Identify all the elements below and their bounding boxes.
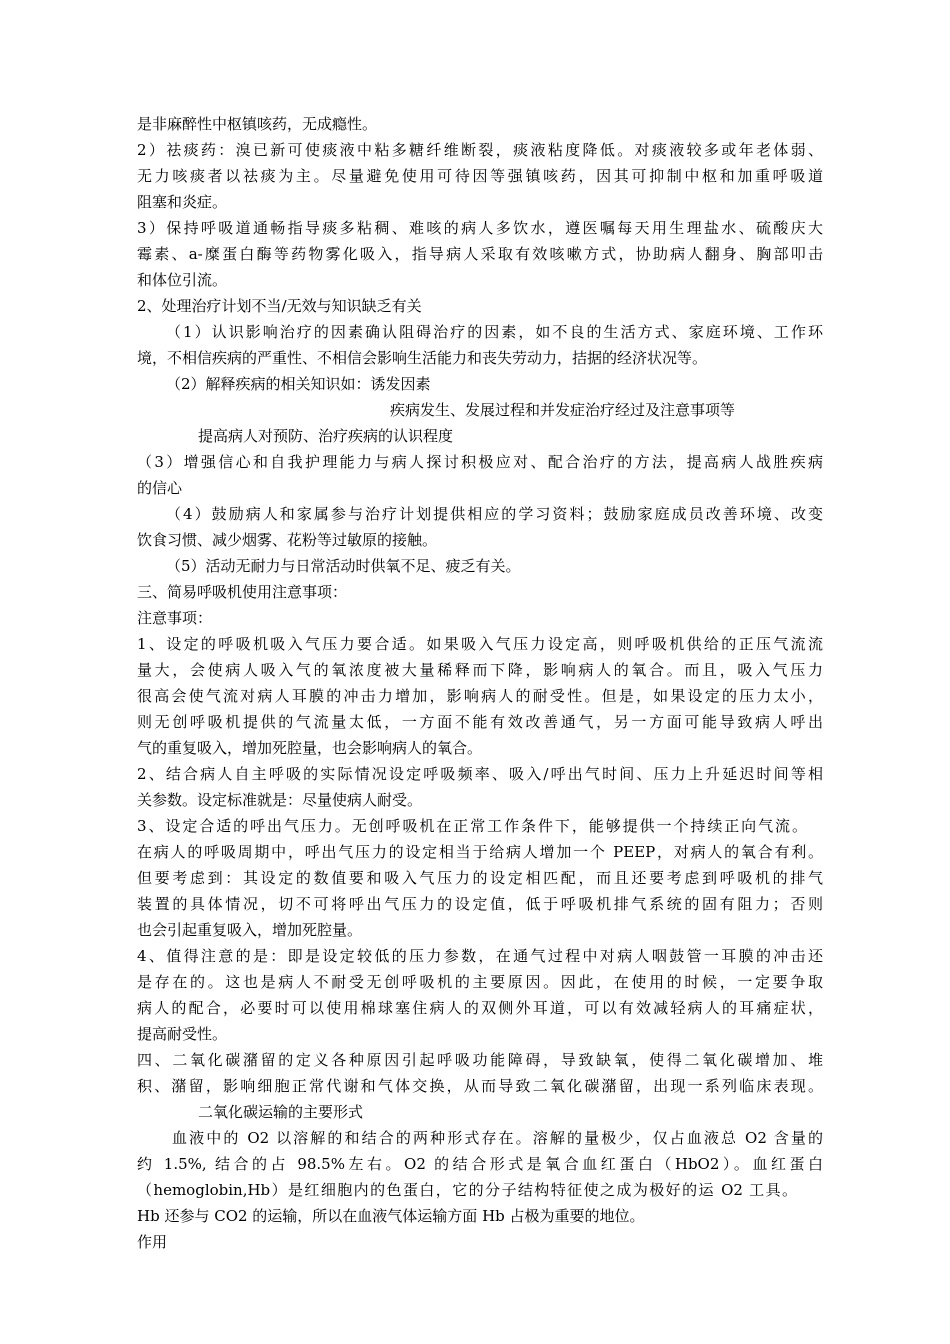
text-line: 和体位引流。 — [137, 271, 228, 289]
text-line: 但要考虑到：其设定的数值要和吸入气压力的设定相匹配，而且还要考虑到呼吸机的排气 — [137, 869, 823, 887]
text-line: 提高病人对预防、治疗疾病的认识程度 — [198, 427, 454, 445]
text-line: 无力咳痰者以祛痰为主。尽量避免使用可待因等强镇咳药，因其可抑制中枢和加重呼吸道 — [137, 167, 823, 185]
subheading: 二氧化碳运输的主要形式 — [198, 1103, 364, 1121]
text-line: （1）认识影响治疗的因素确认阻碍治疗的因素，如不良的生活方式、家庭环境、工作环 — [166, 323, 823, 341]
text-line: 约 1.5%, 结合的占 98.5%左右。O2 的结合形式是氧合血红蛋白（HbO2）。血红蛋白 — [137, 1155, 823, 1173]
text-line: 饮食习惯、减少烟雾、花粉等过敏原的接触。 — [137, 531, 438, 549]
text-line: 积、潴留，影响细胞正常代谢和气体交换，从而导致二氧化碳潴留，出现一系列临床表现。 — [137, 1077, 823, 1095]
text-line: 1、设定的呼吸机吸入气压力要合适。如果吸入气压力设定高，则呼吸机供给的正压气流流 — [137, 635, 823, 653]
text-line: （hemoglobin,Hb）是红细胞内的色蛋白，它的分子结构特征使之成为极好的运 O2 工具。 — [137, 1181, 797, 1199]
text-line: 注意事项： — [137, 609, 213, 627]
text-line: 是存在的。这也是病人不耐受无创呼吸机的主要原因。因此，在使用的时候，一定要争取 — [137, 973, 823, 991]
text-line: 境，不相信疾病的严重性、不相信会影响生活能力和丧失劳动力，拮据的经济状况等。 — [137, 349, 708, 367]
text-line: 霉素、a-糜蛋白酶等药物雾化吸入，指导病人采取有效咳嗽方式，协助病人翻身、胸部叩击 — [137, 245, 823, 263]
text-line: 血液中的 O2 以溶解的和结合的两种形式存在。溶解的量极少，仅占血液总 O2 含量的 — [172, 1129, 823, 1147]
text-line: 3）保持呼吸道通畅指导痰多粘稠、难咳的病人多饮水，遵医嘱每天用生理盐水、硫酸庆大 — [137, 219, 823, 237]
text-line: 4、值得注意的是：即是设定较低的压力参数，在通气过程中对病人咽鼓管一耳膜的冲击还 — [137, 947, 823, 965]
text-line: （3）增强信心和自我护理能力与病人探讨积极应对、配合治疗的方法，提高病人战胜疾病 — [137, 453, 823, 471]
text-line: 气的重复吸入，增加死腔量，也会影响病人的氧合。 — [137, 739, 483, 757]
text-line: 作用 — [137, 1233, 168, 1251]
text-line: 装置的具体情况，切不可将呼出气压力的设定值，低于呼吸机排气系统的固有阻力；否则 — [137, 895, 823, 913]
text-line: 病人的配合，必要时可以使用棉球塞住病人的双侧外耳道，可以有效减轻病人的耳痛症状， — [137, 999, 823, 1017]
section-heading: 三、简易呼吸机使用注意事项： — [137, 583, 348, 601]
text-line: （2）解释疾病的相关知识如：诱发因素 — [166, 375, 431, 393]
text-line: 也会引起重复吸入，增加死腔量。 — [137, 921, 363, 939]
text-line: 3、设定合适的呼出气压力。无创呼吸机在正常工作条件下，能够提供一个持续正向气流。 — [137, 817, 807, 835]
text-line: 2、结合病人自主呼吸的实际情况设定呼吸频率、吸入/呼出气时间、压力上升延迟时间等相 — [137, 765, 823, 783]
text-line: （5）活动无耐力与日常活动时供氧不足、疲乏有关。 — [166, 557, 521, 575]
text-line: Hb 还参与 CO2 的运输，所以在血液气体运输方面 Hb 占极为重要的地位。 — [137, 1207, 645, 1225]
text-line: 的信心 — [137, 479, 183, 497]
text-line: 四、二氧化碳潴留的定义各种原因引起呼吸功能障碍，导致缺氧，使得二氧化碳增加、堆 — [137, 1051, 823, 1069]
text-line: 提高耐受性。 — [137, 1025, 228, 1043]
section-heading: 2、处理治疗计划不当/无效与知识缺乏有关 — [137, 297, 422, 315]
text-line: 量大，会使病人吸入气的氧浓度被大量稀释而下降，影响病人的氧合。而且，吸入气压力 — [137, 661, 823, 679]
text-line: 很高会使气流对病人耳膜的冲击力增加，影响病人的耐受性。但是，如果设定的压力太小， — [137, 687, 823, 705]
text-line: 则无创呼吸机提供的气流量太低，一方面不能有效改善通气，另一方面可能导致病人呼出 — [137, 713, 823, 731]
text-line: 疾病发生、发展过程和并发症治疗经过及注意事项等 — [390, 401, 736, 419]
text-line: 在病人的呼吸周期中，呼出气压力的设定相当于给病人增加一个 PEEP，对病人的氧合有利。 — [137, 843, 823, 861]
text-line: 关参数。设定标准就是：尽量使病人耐受。 — [137, 791, 423, 809]
text-line: （4）鼓励病人和家属参与治疗计划提供相应的学习资料；鼓励家庭成员改善环境、改变 — [166, 505, 823, 523]
text-line: 2）祛痰药：溴已新可使痰液中粘多糖纤维断裂，痰液粘度降低。对痰液较多或年老体弱、 — [137, 141, 823, 159]
text-line: 是非麻醉性中枢镇咳药，无成瘾性。 — [137, 115, 378, 133]
text-line: 阻塞和炎症。 — [137, 193, 228, 211]
